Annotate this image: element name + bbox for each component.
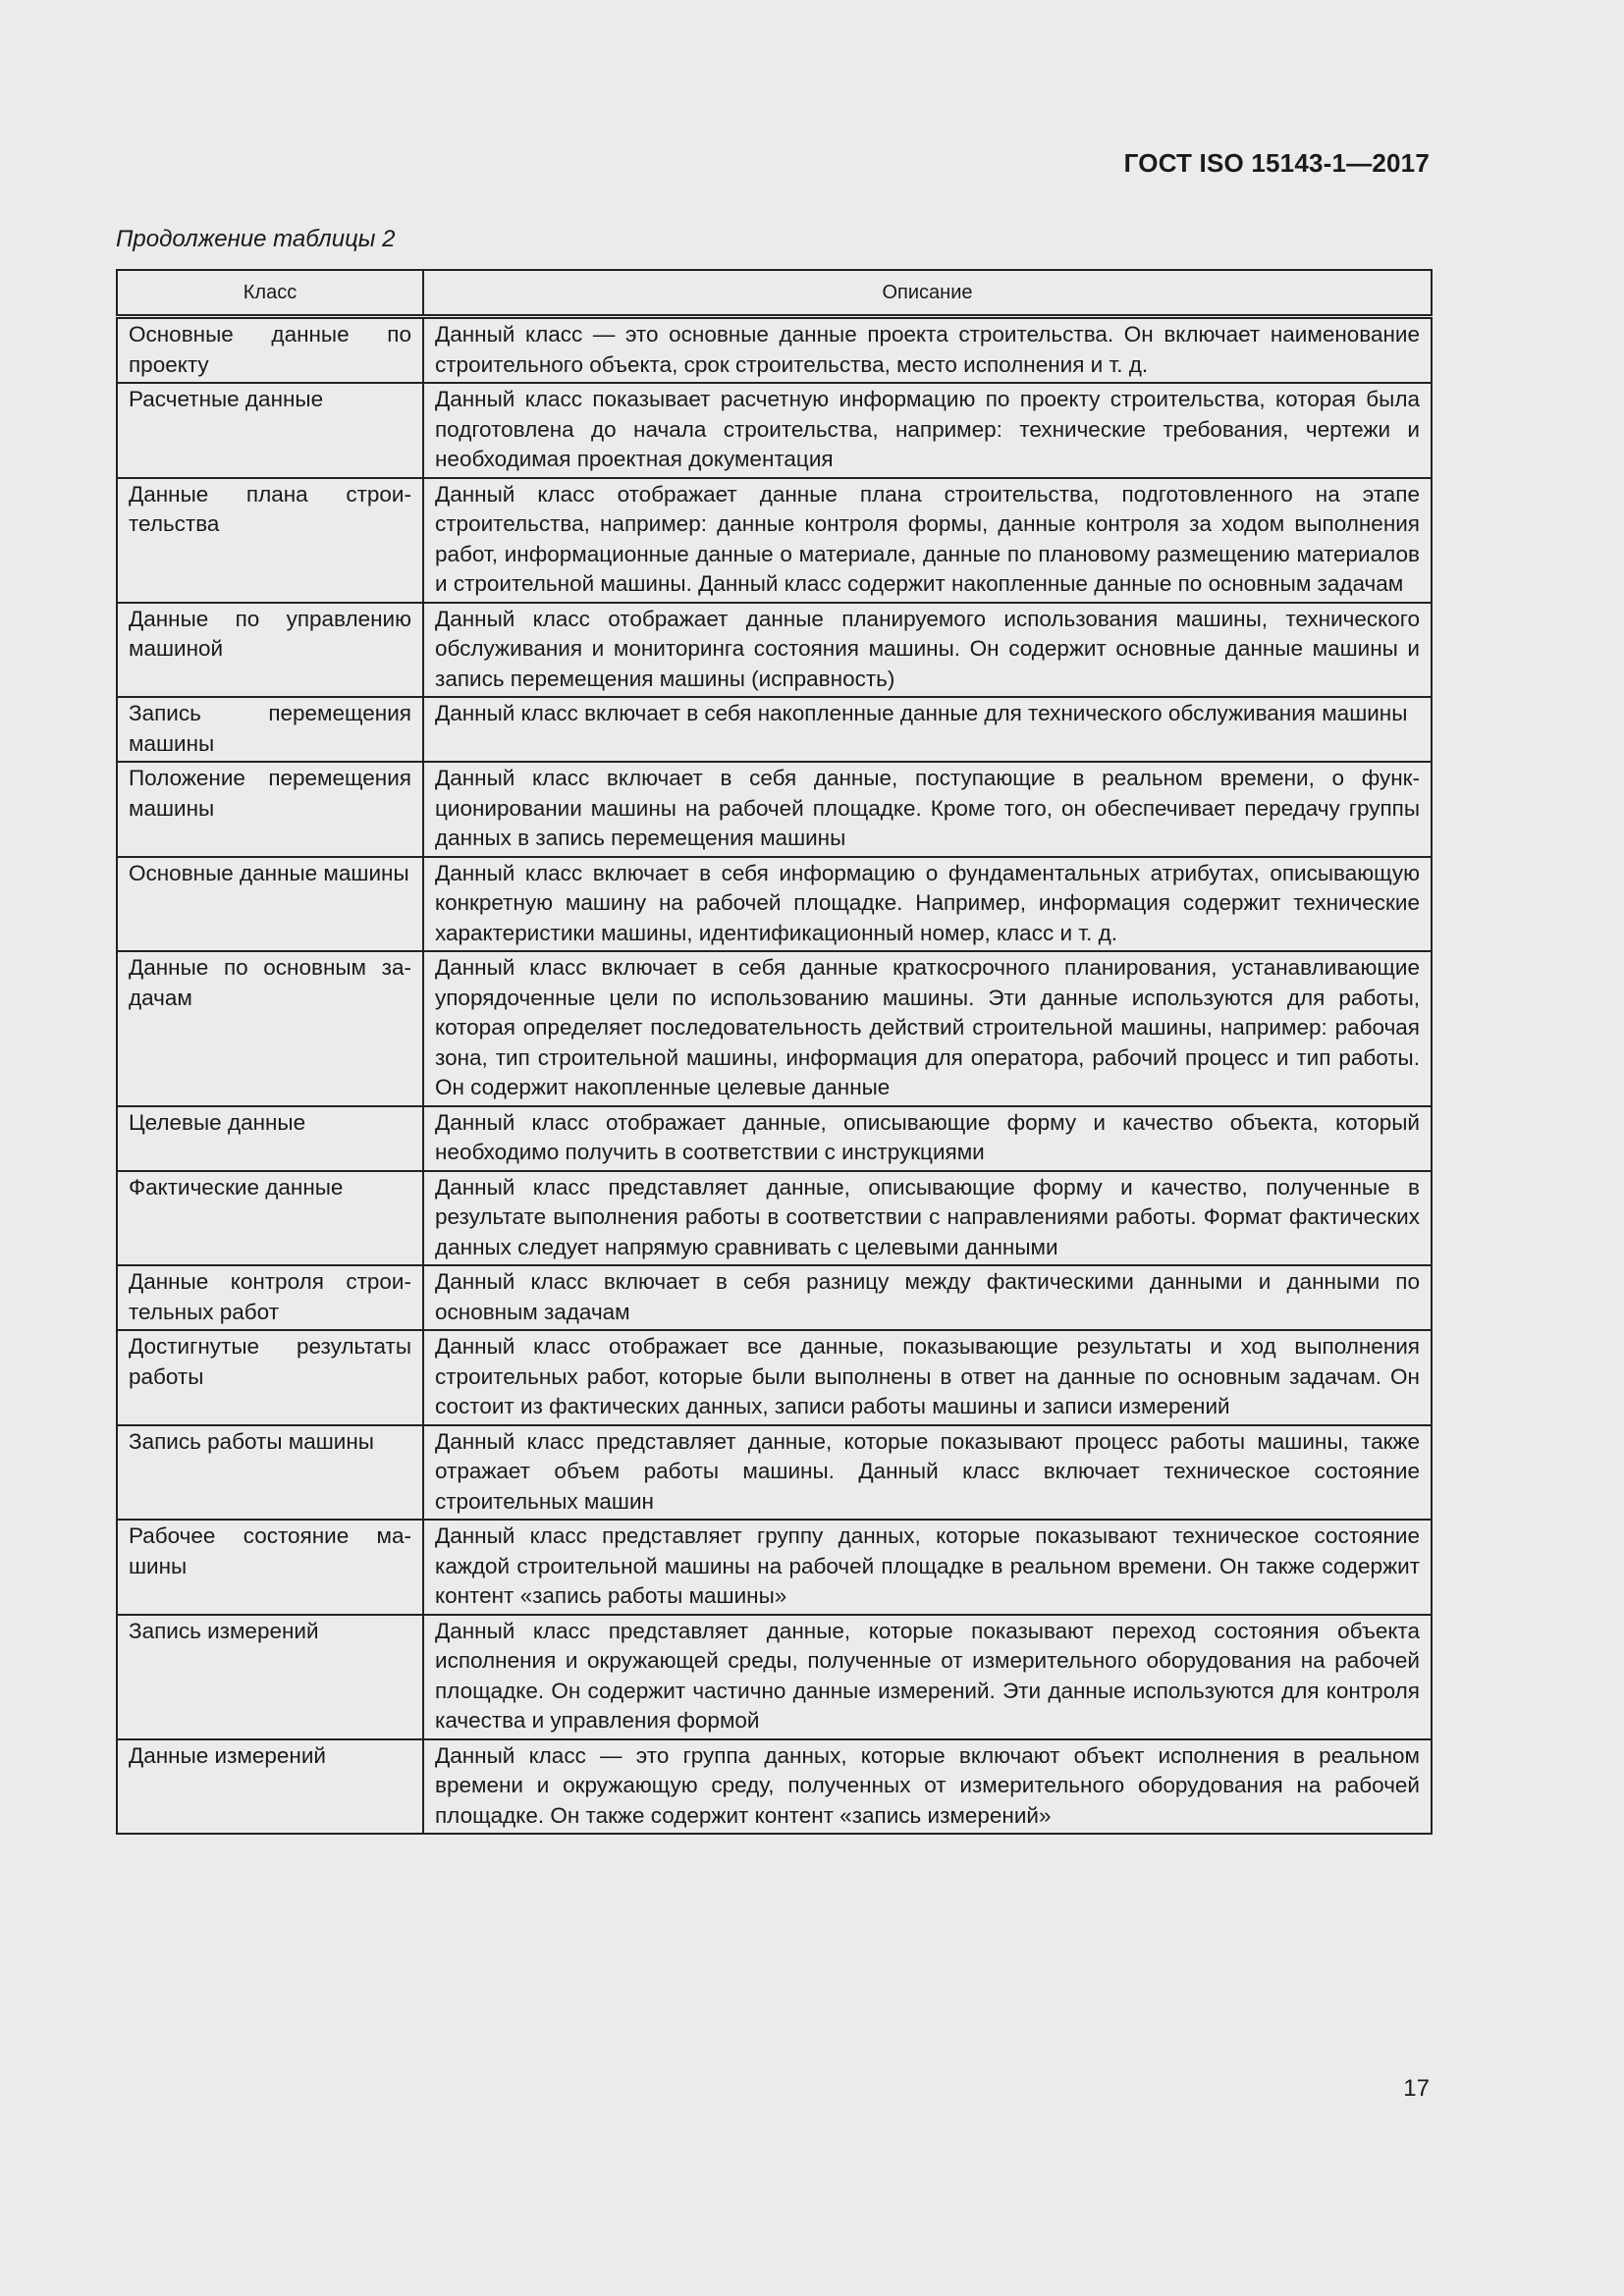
table-row [117, 317, 1432, 384]
class-name-cell: Данные плана строительства [117, 478, 423, 603]
class-description-cell: Данный класс представляет данные, которые показывают процесс работы машины, также отражает объем работы машины. Данный класс включает техническое состояние строительных машин [423, 1425, 1432, 1521]
class-name-cell: Положение перемещения машины [117, 762, 423, 857]
table-row [117, 1265, 1432, 1330]
class-name-cell: Данные контроля строительных работ [117, 1265, 423, 1330]
class-description-cell: Данный класс отображает данные, описывающие форму и качество объекта, который необходимо получить в соответствии с инструкциями [423, 1106, 1432, 1171]
class-description-cell: Данный класс включает в себя данные, поступающие в реальном времени, о функционировании машины на рабочей площадке. Кроме того, он обеспечивает передачу группы данных в запись перемещения машины [423, 762, 1432, 857]
class-name-cell: Основные данные машины [117, 857, 423, 952]
class-description-cell: Данный класс отображает данные планируемого использования машины, технического обслуживания и мониторинга состояния машины. Он содержит основные данные машины и запись перемещения машины (исправность) [423, 603, 1432, 698]
class-name-cell: Рабочее состояние машины [117, 1520, 423, 1615]
class-description-cell: Данный класс включает в себя информацию о фундаментальных атрибутах, описывающую конкретную машину на рабочей площадке. Например, информация содержит технические характеристики машины, идентификационный номер, класс и т. д. [423, 857, 1432, 952]
data-classes-table [116, 269, 1433, 1835]
class-description-cell: Данный класс — это группа данных, которые включают объект исполнения в реальном времени и окружающую среду, полученных от измерительного оборудования на рабочей площадке. Он также содержит контент «запись измерений» [423, 1739, 1432, 1835]
class-description-cell: Данный класс включает в себя разницу между фактическими данными и данными по основным задачам [423, 1265, 1432, 1330]
class-description-cell: Данный класс включает в себя накопленные данные для технического обслуживания машины [423, 697, 1432, 762]
table-row [117, 1330, 1432, 1425]
table-row [117, 1106, 1432, 1171]
table-row [117, 1615, 1432, 1739]
document-code: ГОСТ ISO 15143-1—2017 [1123, 148, 1430, 178]
table-row [117, 1520, 1432, 1615]
column-header-class: Класс [117, 270, 423, 317]
class-description-cell: Данный класс включает в себя данные краткосрочного планирования, устанавливающие упорядоченные цели по использованию машины. Эти данные используются для работы, которая определяет последовательность действий строительной машины, например: рабочая зона, тип строительной машины, информация для оператора, рабочий процесс и тип работы. Он содержит накопленные целевые данные [423, 951, 1432, 1106]
class-name-cell: Целевые данные [117, 1106, 423, 1171]
table-row [117, 478, 1432, 603]
table-row [117, 1425, 1432, 1521]
class-name-cell: Данные по управлению машиной [117, 603, 423, 698]
class-description-cell: Данный класс отображает все данные, показывающие результаты и ход выполнения строительных работ, которые были выполнены в ответ на данные по основным задачам. Он состоит из фактических данных, записи работы машины и записи измерений [423, 1330, 1432, 1425]
table-row [117, 697, 1432, 762]
table-row [117, 762, 1432, 857]
class-description-cell: Данный класс представляет группу данных, которые показывают техническое состояние каждой строительной машины на рабочей площадке в реальном времени. Он также содержит контент «запись работы машины» [423, 1520, 1432, 1615]
class-name-cell: Фактические данные [117, 1171, 423, 1266]
table-header-row [117, 270, 1432, 317]
class-name-cell: Данные по основным задачам [117, 951, 423, 1106]
table-caption: Продолжение таблицы 2 [116, 226, 396, 252]
class-name-cell: Запись измерений [117, 1615, 423, 1739]
table-row [117, 383, 1432, 478]
class-description-cell: Данный класс отображает данные плана строительства, подготовленного на этапе строительства, например: данные контроля формы, данные контроля за ходом выполнения работ, информационные данные о материале, данные по плановому размещению материалов и строительной машины. Данный класс содержит накопленные данные по основным задачам [423, 478, 1432, 603]
class-name-cell: Достигнутые результаты работы [117, 1330, 423, 1425]
table-row [117, 1171, 1432, 1266]
class-description-cell: Данный класс показывает расчетную информацию по проекту строительства, которая была подготовлена до начала строительства, например: технические требования, чертежи и необходимая проектная документация [423, 383, 1432, 478]
class-description-cell: Данный класс представляет данные, которые показывают переход состояния объекта исполнения и окружающей среды, полученные от измерительного оборудования на рабочей площадке. Он содержит частично данные измерений. Эти данные используются для контроля качества и управления формой [423, 1615, 1432, 1739]
class-name-cell: Расчетные данные [117, 383, 423, 478]
table-row [117, 857, 1432, 952]
table-body [117, 317, 1432, 1835]
class-name-cell: Основные данные по проекту [117, 317, 423, 384]
table-row [117, 1739, 1432, 1835]
class-name-cell: Запись перемещения машины [117, 697, 423, 762]
class-description-cell: Данный класс представляет данные, описывающие форму и качество, полученные в результате выполнения работы в соответствии с направлениями работы. Формат фактических данных следует напрямую сравнивать с целевыми данными [423, 1171, 1432, 1266]
table-row [117, 603, 1432, 698]
class-description-cell: Данный класс — это основные данные проекта строительства. Он включает наименование строительного объекта, срок строительства, место исполнения и т. д. [423, 317, 1432, 384]
page-number: 17 [1403, 2075, 1430, 2102]
class-name-cell: Данные измерений [117, 1739, 423, 1835]
column-header-description: Описание [423, 270, 1432, 317]
class-name-cell: Запись работы машины [117, 1425, 423, 1521]
table-row [117, 951, 1432, 1106]
